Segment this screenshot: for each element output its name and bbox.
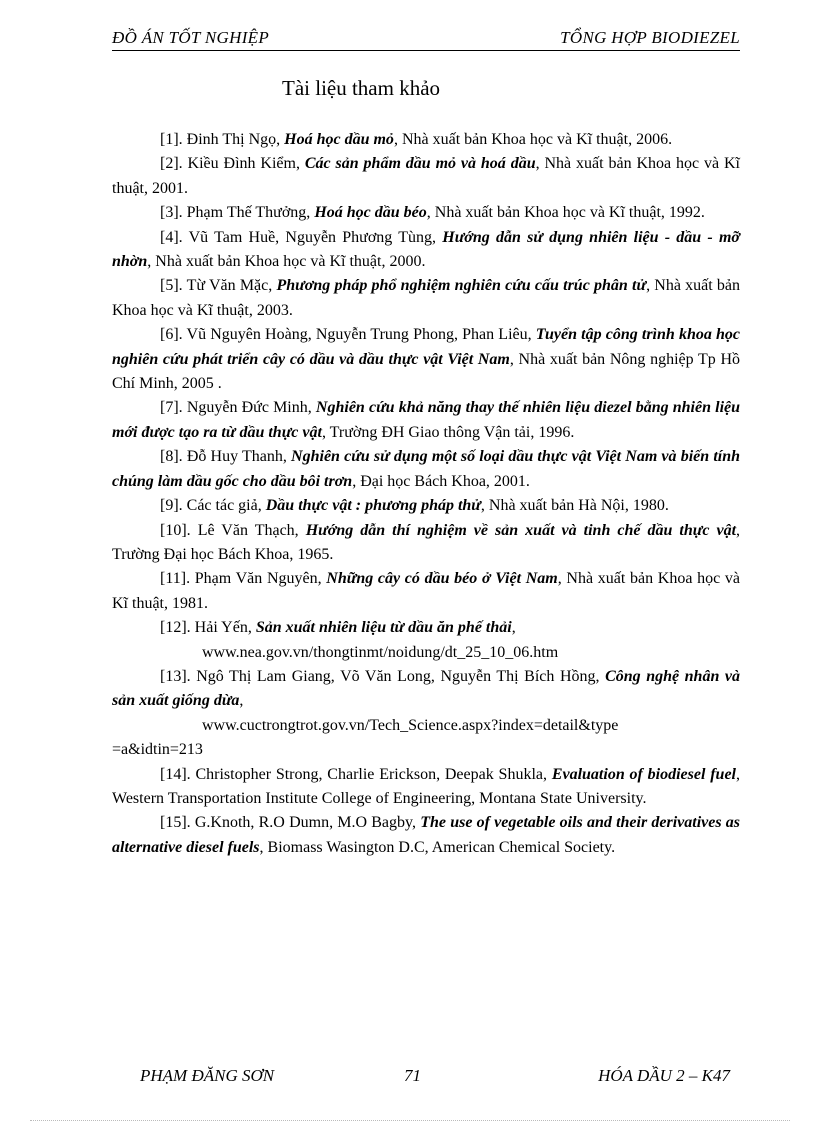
page-title: Tài liệu tham khảo	[282, 76, 441, 100]
reference-title: Tuyển tập công trình khoa học nghiên cứu phát triển cây có dầu và dầu thực vật Việt Nam	[112, 326, 740, 368]
reference-item: [11]. Phạm Văn Nguyên, Những cây có dầu béo ở Việt Nam, Nhà xuất bản Khoa học và Kĩ thuật, 1981.	[112, 570, 740, 612]
header-left-text: ĐỒ ÁN TỐT NGHIỆP	[112, 28, 270, 47]
reference-title: Evaluation of biodiesel fuel	[551, 765, 737, 783]
reference-title: Nghiên cứu khả năng thay thế nhiên liệu diezel bằng nhiên liệu mới được tạo ra từ dầu thực vật	[112, 399, 741, 441]
reference-item: [5]. Từ Văn Mặc, Phương pháp phổ nghiệm nghiên cứu cấu trúc phân tử, Nhà xuất bản Khoa học và Kĩ thuật, 2003.	[112, 277, 741, 319]
reference-url[interactable]: www.nea.gov.vn/thongtinmt/noidung/dt_25_10_06.htm	[202, 643, 559, 661]
reference-item: [6]. Vũ Nguyên Hoàng, Nguyễn Trung Phong, Phan Liêu, Tuyển tập công trình khoa học nghiên cứu phát triển cây có dầu và dầu thực vật Việt Nam, Nhà xuất bản Nông nghiệp Tp Hồ Chí Minh, 2005 .	[112, 326, 740, 393]
reference-item: [12]. Hải Yến, Sản xuất nhiên liệu từ dầu ăn phế thải, www.nea.gov.vn/thongtinmt/noidung/dt_25_10_06.htm	[112, 616, 740, 665]
page-footer	[140, 1066, 730, 1088]
reference-title: Hướng dẫn sử dụng nhiên liệu - dầu - mỡ nhờn	[112, 228, 741, 271]
reference-item: [8]. Đỗ Huy Thanh, Nghiên cứu sử dụng một số loại dầu thực vật Việt Nam và biến tính chúng làm dầu gốc cho dầu bôi trơn, Đại học Bách Khoa, 2001.	[112, 448, 741, 490]
reference-item: [9]. Các tác giả, Dầu thực vật : phương pháp thử, Nhà xuất bản Hà Nội, 1980.	[160, 497, 669, 515]
page-bottom-divider	[30, 1120, 790, 1121]
page-number: 71	[404, 1066, 421, 1085]
footer-class: HÓA DẦU 2 – K47	[598, 1066, 730, 1085]
footer-author: PHẠM ĐĂNG SƠN	[140, 1066, 275, 1085]
reference-title: Dầu thực vật : phương pháp thử	[265, 497, 481, 515]
reference-title: Sản xuất nhiên liệu từ dầu ăn phế thải	[255, 619, 512, 637]
reference-title: Hoá học dầu béo	[314, 204, 427, 222]
reference-item: [15]. G.Knoth, R.O Dumn, M.O Bagby, The use of vegetable oils and their derivatives as alternative diesel fuels, Biomass Wasington D.C, American Chemical Society.	[112, 814, 741, 856]
reference-title: Phương pháp phổ nghiệm nghiên cứu cấu trúc phân tử	[276, 277, 647, 295]
reference-title: Hoá học dầu mỏ	[284, 131, 394, 148]
reference-title: Hướng dẫn thí nghiệm về sản xuất và tinh chế dầu thực vật	[305, 521, 737, 539]
reference-item: [1]. Đinh Thị Ngọ, Hoá học dầu mỏ, Nhà xuất bản Khoa học và Kĩ thuật, 2006.	[160, 131, 673, 148]
reference-title: Công nghệ nhân và sản xuất giống dừa	[112, 667, 741, 710]
reference-item: [13]. Ngô Thị Lam Giang, Võ Văn Long, Nguyễn Thị Bích Hồng, Công nghệ nhân và sản xuất giống dừa, www.cuctrongtrot.gov.vn/Tech_Science.aspx?index=detail&type =a&idtin=213	[112, 665, 740, 763]
reference-title: Những cây có dầu béo ở Việt Nam	[326, 570, 558, 588]
page-header	[112, 28, 740, 51]
reference-item: [7]. Nguyễn Đức Minh, Nghiên cứu khả năng thay thế nhiên liệu diezel bằng nhiên liệu mới được tạo ra từ dầu thực vật, Trường ĐH Giao thông Vận tải, 1996.	[112, 399, 741, 441]
reference-url[interactable]: www.cuctrongtrot.gov.vn/Tech_Science.aspx?index=detail&type	[202, 716, 619, 734]
reference-item: [14]. Christopher Strong, Charlie Erickson, Deepak Shukla, Evaluation of biodiesel fuel, Western Transportation Institute College of Engineering, Montana State University.	[112, 765, 741, 807]
header-right-text: TỔNG HỢP BIODIEZEL	[560, 28, 740, 47]
reference-title: Các sản phẩm dầu mỏ và hoá dầu	[304, 155, 536, 173]
reference-item: [4]. Vũ Tam Huề, Nguyễn Phương Tùng, Hướng dẫn sử dụng nhiên liệu - dầu - mỡ nhờn, Nhà xuất bản Khoa học và Kĩ thuật, 2000.	[112, 228, 741, 271]
reference-url-continuation[interactable]: =a&idtin=213	[112, 741, 203, 759]
reference-title: Nghiên cứu sử dụng một số loại dầu thực vật Việt Nam và biến tính chúng làm dầu gốc cho dầu bôi trơn	[112, 448, 741, 490]
reference-item: [3]. Phạm Thế Thưởng, Hoá học dầu béo, Nhà xuất bản Khoa học và Kĩ thuật, 1992.	[160, 204, 705, 222]
reference-item: [2]. Kiều Đình Kiểm, Các sản phẩm dầu mỏ và hoá dầu, Nhà xuất bản Khoa học và Kĩ thuật, 2001.	[112, 155, 740, 197]
reference-list	[112, 128, 740, 860]
reference-item: [10]. Lê Văn Thạch, Hướng dẫn thí nghiệm về sản xuất và tinh chế dầu thực vật, Trường Đại học Bách Khoa, 1965.	[112, 521, 741, 563]
reference-title: The use of vegetable oils and their derivatives as alternative diesel fuels	[112, 814, 741, 856]
